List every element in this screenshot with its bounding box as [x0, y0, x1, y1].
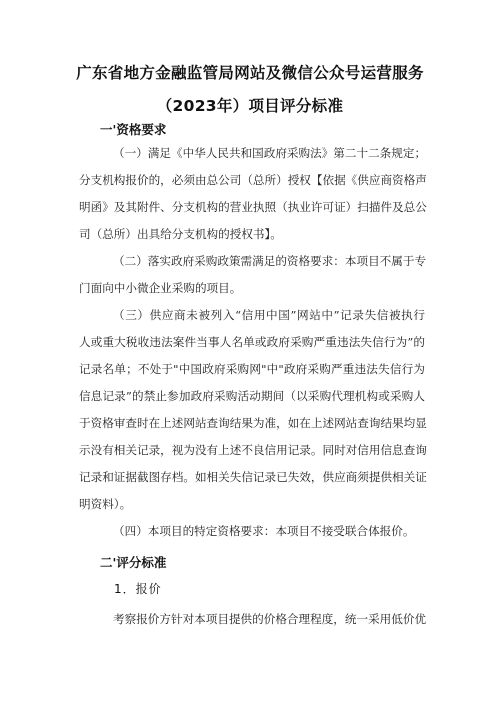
- paragraph-line: （一）满足《中华人民共和国政府采购法》第二十二条规定；: [113, 146, 427, 160]
- paragraph-line: 门面向中小微企业采购的项目。: [79, 281, 242, 295]
- paragraph-line: 信息记录”的禁止参加政府采购活动期间（以采购代理机构或采购人: [79, 389, 425, 403]
- paragraph-line: 分支机构报价的，必须由总公司（总所）授权【依据《供应商资格声: [79, 173, 427, 187]
- paragraph-line: 于资格审查时在上述网站查询结果为准，如在上述网站查询结果均显: [79, 416, 427, 430]
- paragraph-line: 考察报价方针对本项目提供的价格合理程度，统一采用低价优: [113, 612, 427, 626]
- paragraph-line: 司（总所）出具给分支机构的授权书】。: [79, 227, 282, 241]
- document-title-line1: 广东省地方金融监管局网站及微信公众号运营服务: [76, 64, 424, 82]
- paragraph-line: 明函》及其附件、分支机构的营业执照（执业许可证）扫描件及总公: [79, 200, 427, 214]
- paragraph-line: 记录名单；不处于"中国政府采购网"中"政府采购严重违法失信行为: [79, 362, 425, 376]
- paragraph-line: 明资料）。: [79, 497, 132, 511]
- document-title-line2: （2023年）项目评分标准: [156, 97, 344, 115]
- section-heading-qualifications: 一'资格要求: [100, 122, 167, 137]
- paragraph-line: 人或重大税收违法案件当事人名单或政府采购严重违法失信行为”的: [79, 335, 425, 349]
- section-heading-scoring: 二'评分标准: [100, 555, 167, 570]
- paragraph-line: 示没有相关记录，视为没有上述不良信用记录。同时对信用信息查询: [79, 443, 427, 457]
- paragraph-line: （二）落实政府采购政策需满足的资格要求：本项目不属于专: [113, 254, 427, 268]
- paragraph-line: （四）本项目的特定资格要求：本项目不接受联合体报价。: [113, 524, 415, 538]
- subsection-heading-price: 1．报价: [114, 582, 162, 596]
- paragraph-line: 记录和证据截图存档。如相关失信记录已失效，供应商须提供相关证: [79, 470, 427, 484]
- paragraph-line: （三）供应商未被列入“信用中国”网站中”记录失信被执行: [113, 308, 425, 322]
